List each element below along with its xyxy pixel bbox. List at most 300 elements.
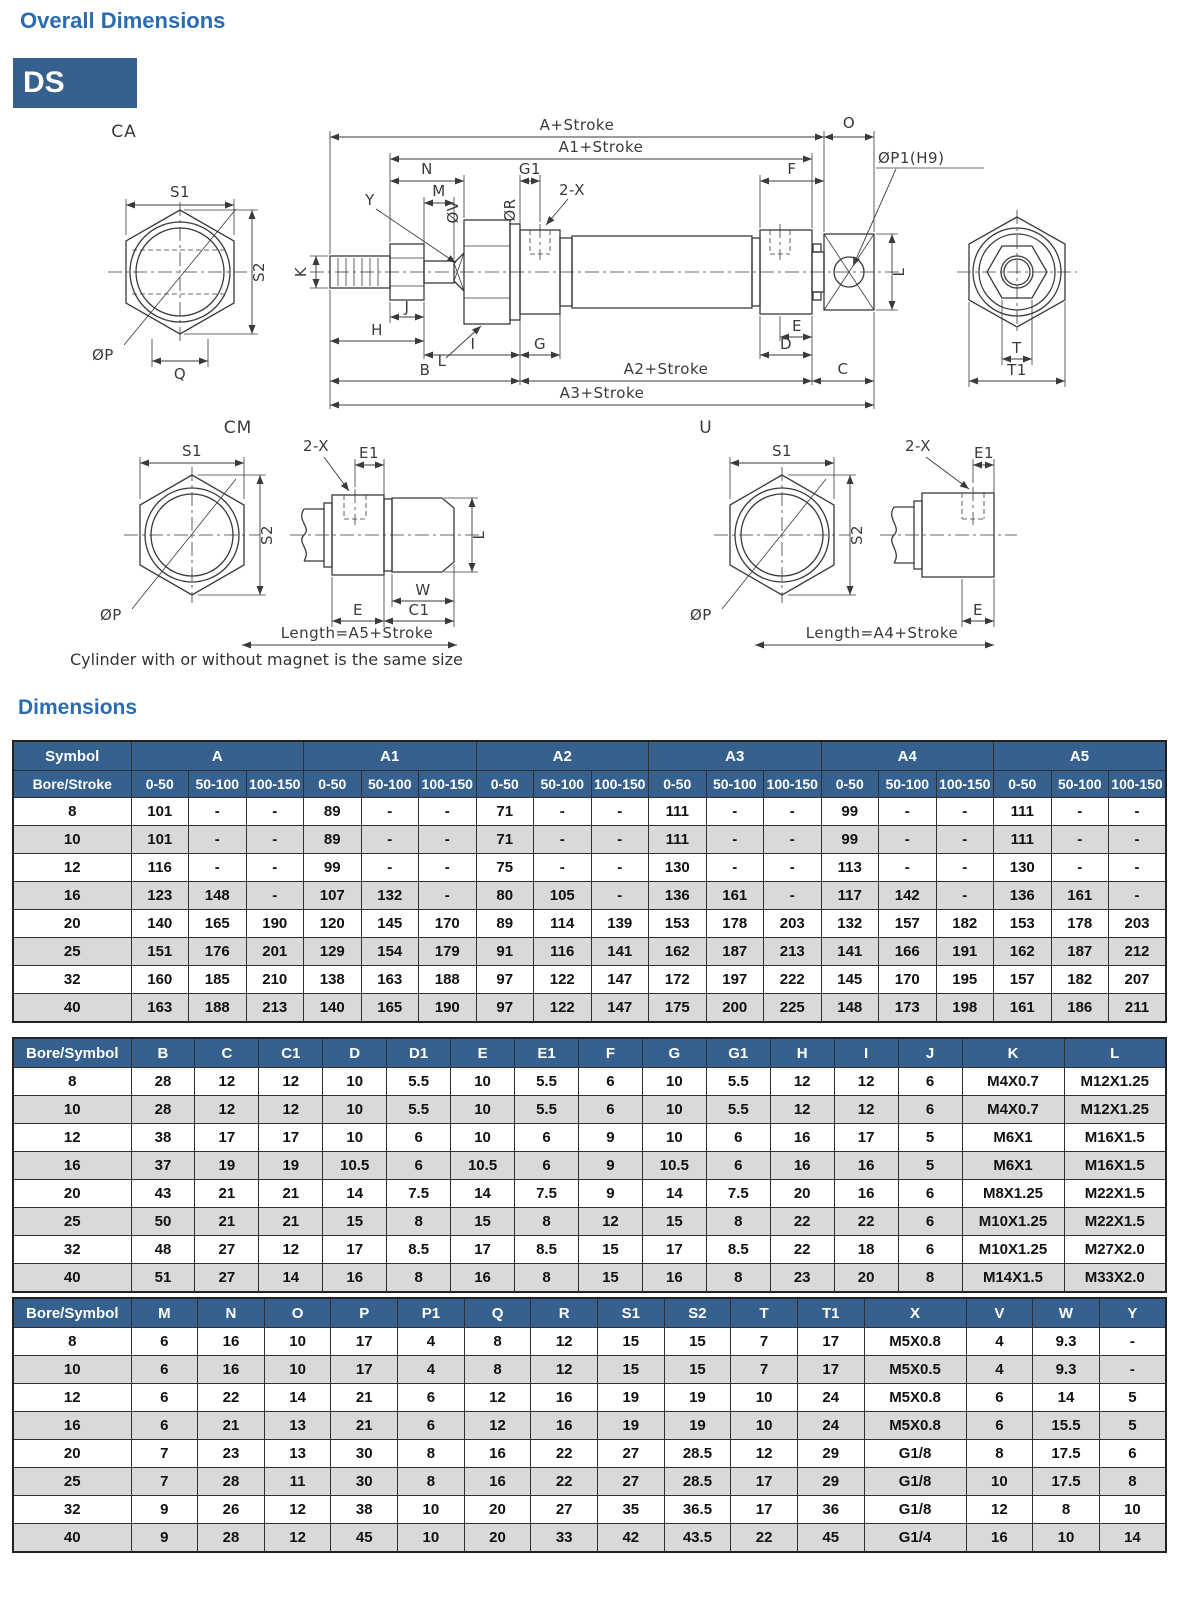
value-cell: 10 bbox=[966, 1468, 1033, 1496]
value-cell: 5 bbox=[1099, 1384, 1166, 1412]
value-cell: 203 bbox=[764, 910, 822, 938]
value-cell: - bbox=[246, 854, 304, 882]
value-cell: 10 bbox=[1033, 1524, 1100, 1553]
value-cell: 28 bbox=[131, 1068, 195, 1096]
value-cell: - bbox=[1099, 1356, 1166, 1384]
dim-label-b: B bbox=[419, 361, 431, 379]
value-cell: 15 bbox=[597, 1328, 664, 1356]
value-cell: 6 bbox=[131, 1328, 198, 1356]
value-cell: 36.5 bbox=[664, 1496, 731, 1524]
column-group-header: A3 bbox=[649, 741, 822, 771]
value-cell: 101 bbox=[131, 826, 189, 854]
value-cell: 9 bbox=[131, 1496, 198, 1524]
column-header: K bbox=[962, 1038, 1064, 1068]
value-cell: 42 bbox=[597, 1524, 664, 1553]
value-cell: 165 bbox=[189, 910, 247, 938]
bore-cell: 12 bbox=[13, 854, 131, 882]
value-cell: 21 bbox=[195, 1208, 259, 1236]
value-cell: 14 bbox=[259, 1264, 323, 1293]
dim-label-m: M bbox=[432, 182, 446, 200]
value-cell: 18 bbox=[834, 1236, 898, 1264]
value-cell: 6 bbox=[898, 1068, 962, 1096]
value-cell: 187 bbox=[1051, 938, 1109, 966]
stroke-range-header: 0-50 bbox=[821, 771, 879, 798]
dim-label-u-e: E bbox=[973, 601, 983, 619]
value-cell: 10 bbox=[323, 1124, 387, 1152]
value-cell: 17 bbox=[642, 1236, 706, 1264]
value-cell: 17 bbox=[797, 1328, 864, 1356]
drawing-line bbox=[926, 457, 969, 489]
value-cell: 7.5 bbox=[706, 1180, 770, 1208]
value-cell: M10X1.25 bbox=[962, 1236, 1064, 1264]
value-cell: M5X0.5 bbox=[864, 1356, 966, 1384]
value-cell: 16 bbox=[464, 1468, 531, 1496]
value-cell: 6 bbox=[578, 1068, 642, 1096]
value-cell: M4X0.7 bbox=[962, 1096, 1064, 1124]
value-cell: 132 bbox=[821, 910, 879, 938]
value-cell: 16 bbox=[834, 1180, 898, 1208]
table-row bbox=[13, 854, 1166, 882]
value-cell: - bbox=[706, 798, 764, 826]
drawing-line bbox=[722, 479, 826, 609]
dim-label-t1: T1 bbox=[1007, 361, 1027, 379]
value-cell: 21 bbox=[259, 1208, 323, 1236]
value-cell: - bbox=[764, 826, 822, 854]
column-header: R bbox=[531, 1298, 598, 1328]
value-cell: M10X1.25 bbox=[962, 1208, 1064, 1236]
ca-side-view bbox=[310, 220, 904, 324]
value-cell: 45 bbox=[331, 1524, 398, 1553]
value-cell: 97 bbox=[476, 966, 534, 994]
value-cell: 139 bbox=[591, 910, 649, 938]
value-cell: 6 bbox=[387, 1152, 451, 1180]
value-cell: 9 bbox=[578, 1152, 642, 1180]
table-row bbox=[13, 1412, 1166, 1440]
value-cell: 7.5 bbox=[515, 1180, 579, 1208]
view-label-cm: CM bbox=[223, 418, 253, 438]
value-cell: M16X1.5 bbox=[1064, 1124, 1166, 1152]
value-cell: 37 bbox=[131, 1152, 195, 1180]
value-cell: 17 bbox=[323, 1236, 387, 1264]
dim-label-f: F bbox=[787, 160, 797, 178]
column-header: J bbox=[898, 1038, 962, 1068]
value-cell: 114 bbox=[534, 910, 592, 938]
value-cell: 23 bbox=[770, 1264, 834, 1293]
value-cell: 138 bbox=[304, 966, 362, 994]
value-cell: 8 bbox=[387, 1264, 451, 1293]
bore-cell: 8 bbox=[13, 798, 131, 826]
value-cell: 80 bbox=[476, 882, 534, 910]
table-row bbox=[13, 1524, 1166, 1553]
column-header: Bore/Symbol bbox=[13, 1038, 131, 1068]
value-cell: 16 bbox=[451, 1264, 515, 1293]
value-cell: 203 bbox=[1109, 910, 1167, 938]
value-cell: 17 bbox=[195, 1124, 259, 1152]
view-label-ca: CA bbox=[111, 122, 137, 142]
column-group-header: A1 bbox=[304, 741, 477, 771]
value-cell: 116 bbox=[131, 854, 189, 882]
value-cell: 15 bbox=[664, 1356, 731, 1384]
value-cell: - bbox=[591, 882, 649, 910]
value-cell: 14 bbox=[1033, 1384, 1100, 1412]
value-cell: - bbox=[419, 854, 477, 882]
table-row bbox=[13, 1356, 1166, 1384]
stroke-range-header: 0-50 bbox=[476, 771, 534, 798]
column-group-header: A2 bbox=[476, 741, 649, 771]
corner-subheader: Bore/Stroke bbox=[13, 771, 131, 798]
value-cell: 12 bbox=[770, 1096, 834, 1124]
value-cell: 175 bbox=[649, 994, 707, 1023]
dim-label-a1-stroke: A1+Stroke bbox=[558, 138, 644, 156]
dim-label-h: H bbox=[371, 321, 383, 339]
value-cell: 10 bbox=[451, 1096, 515, 1124]
stroke-range-header: 50-100 bbox=[879, 771, 937, 798]
value-cell: M5X0.8 bbox=[864, 1412, 966, 1440]
dim-label-a3-stroke: A3+Stroke bbox=[559, 384, 645, 402]
page-title: Overall Dimensions bbox=[20, 8, 226, 33]
value-cell: 13 bbox=[264, 1440, 331, 1468]
value-cell: 130 bbox=[649, 854, 707, 882]
value-cell: 198 bbox=[936, 994, 994, 1023]
dim-label-j: J bbox=[404, 298, 410, 316]
table-row bbox=[13, 1496, 1166, 1524]
value-cell: 75 bbox=[476, 854, 534, 882]
value-cell: 101 bbox=[131, 798, 189, 826]
value-cell: 12 bbox=[195, 1068, 259, 1096]
value-cell: 10 bbox=[642, 1068, 706, 1096]
value-cell: 22 bbox=[770, 1208, 834, 1236]
value-cell: 151 bbox=[131, 938, 189, 966]
column-header: Bore/Symbol bbox=[13, 1298, 131, 1328]
value-cell: 15 bbox=[597, 1356, 664, 1384]
value-cell: 8.5 bbox=[387, 1236, 451, 1264]
value-cell: - bbox=[246, 882, 304, 910]
dim-label-l-front: L bbox=[437, 352, 447, 370]
value-cell: - bbox=[1109, 854, 1167, 882]
dim-label-s2: S2 bbox=[250, 261, 268, 283]
column-header: V bbox=[966, 1298, 1033, 1328]
value-cell: 12 bbox=[259, 1096, 323, 1124]
value-cell: 12 bbox=[464, 1412, 531, 1440]
value-cell: 213 bbox=[246, 994, 304, 1023]
value-cell: 4 bbox=[966, 1328, 1033, 1356]
dim-label-or: ØR bbox=[501, 198, 519, 222]
value-cell: 107 bbox=[304, 882, 362, 910]
value-cell: G1/8 bbox=[864, 1496, 966, 1524]
dim-label-u-2x: 2-X bbox=[905, 437, 931, 455]
value-cell: 29 bbox=[797, 1440, 864, 1468]
table-row bbox=[13, 1468, 1166, 1496]
bore-cell: 40 bbox=[13, 1264, 131, 1293]
stroke-range-header: 0-50 bbox=[994, 771, 1052, 798]
column-header: S2 bbox=[664, 1298, 731, 1328]
value-cell: 9 bbox=[131, 1524, 198, 1553]
value-cell: 8 bbox=[464, 1356, 531, 1384]
value-cell: 20 bbox=[464, 1496, 531, 1524]
value-cell: 36 bbox=[797, 1496, 864, 1524]
value-cell: 4 bbox=[398, 1328, 465, 1356]
value-cell: 8 bbox=[515, 1208, 579, 1236]
dim-label-op: ØP bbox=[92, 346, 114, 364]
value-cell: 14 bbox=[1099, 1524, 1166, 1553]
value-cell: 22 bbox=[834, 1208, 898, 1236]
table-row bbox=[13, 1208, 1166, 1236]
dimensions-table-m-y bbox=[12, 1297, 1167, 1553]
value-cell: 111 bbox=[649, 826, 707, 854]
value-cell: M16X1.5 bbox=[1064, 1152, 1166, 1180]
value-cell: 191 bbox=[936, 938, 994, 966]
value-cell: 222 bbox=[764, 966, 822, 994]
value-cell: 201 bbox=[246, 938, 304, 966]
value-cell: 22 bbox=[731, 1524, 798, 1553]
value-cell: 19 bbox=[597, 1412, 664, 1440]
value-cell: 5 bbox=[1099, 1412, 1166, 1440]
drawing-ca-band bbox=[12, 115, 1167, 415]
value-cell: 197 bbox=[706, 966, 764, 994]
dimensions-table-a-a5 bbox=[12, 740, 1167, 1023]
stroke-range-header: 100-150 bbox=[936, 771, 994, 798]
dimension-table bbox=[12, 740, 1167, 1023]
value-cell: 99 bbox=[821, 798, 879, 826]
dim-label-u-s2: S2 bbox=[848, 524, 866, 546]
bore-cell: 40 bbox=[13, 994, 131, 1023]
value-cell: 17 bbox=[731, 1496, 798, 1524]
value-cell: 97 bbox=[476, 994, 534, 1023]
value-cell: 6 bbox=[706, 1152, 770, 1180]
value-cell: 19 bbox=[597, 1384, 664, 1412]
table-row bbox=[13, 994, 1166, 1023]
value-cell: - bbox=[534, 854, 592, 882]
value-cell: 141 bbox=[821, 938, 879, 966]
value-cell: 195 bbox=[936, 966, 994, 994]
column-header: G1 bbox=[706, 1038, 770, 1068]
value-cell: 6 bbox=[898, 1236, 962, 1264]
bore-cell: 10 bbox=[13, 826, 131, 854]
value-cell: - bbox=[361, 798, 419, 826]
column-header: N bbox=[198, 1298, 265, 1328]
drawing-line bbox=[132, 479, 236, 609]
stroke-range-header: 50-100 bbox=[1051, 771, 1109, 798]
value-cell: 8 bbox=[1099, 1468, 1166, 1496]
stroke-range-header: 50-100 bbox=[706, 771, 764, 798]
value-cell: 16 bbox=[770, 1152, 834, 1180]
value-cell: 7 bbox=[731, 1356, 798, 1384]
value-cell: 20 bbox=[770, 1180, 834, 1208]
value-cell: 5.5 bbox=[706, 1096, 770, 1124]
value-cell: 210 bbox=[246, 966, 304, 994]
value-cell: - bbox=[764, 798, 822, 826]
drawing-line bbox=[813, 244, 821, 252]
column-header: M bbox=[131, 1298, 198, 1328]
value-cell: - bbox=[1109, 798, 1167, 826]
value-cell: 22 bbox=[531, 1468, 598, 1496]
value-cell: - bbox=[419, 798, 477, 826]
value-cell: 10 bbox=[642, 1096, 706, 1124]
stroke-range-header: 0-50 bbox=[649, 771, 707, 798]
value-cell: 8 bbox=[706, 1208, 770, 1236]
value-cell: 5 bbox=[898, 1124, 962, 1152]
value-cell: 14 bbox=[264, 1384, 331, 1412]
value-cell: 9.3 bbox=[1033, 1356, 1100, 1384]
stroke-range-header: 100-150 bbox=[246, 771, 304, 798]
value-cell: 5.5 bbox=[706, 1068, 770, 1096]
value-cell: 89 bbox=[476, 910, 534, 938]
value-cell: 17 bbox=[731, 1468, 798, 1496]
dim-label-cm-s2: S2 bbox=[258, 524, 276, 546]
value-cell: 6 bbox=[398, 1412, 465, 1440]
value-cell: 145 bbox=[821, 966, 879, 994]
table-row bbox=[13, 910, 1166, 938]
dim-label-l-rear: L bbox=[890, 267, 908, 277]
value-cell: M12X1.25 bbox=[1064, 1096, 1166, 1124]
bore-cell: 32 bbox=[13, 966, 131, 994]
value-cell: M6X1 bbox=[962, 1124, 1064, 1152]
dim-label-d: D bbox=[779, 335, 793, 353]
column-header: S1 bbox=[597, 1298, 664, 1328]
value-cell: 145 bbox=[361, 910, 419, 938]
stroke-range-header: 100-150 bbox=[591, 771, 649, 798]
value-cell: G1/8 bbox=[864, 1468, 966, 1496]
value-cell: 161 bbox=[994, 994, 1052, 1023]
value-cell: - bbox=[1109, 882, 1167, 910]
value-cell: M5X0.8 bbox=[864, 1384, 966, 1412]
bore-cell: 25 bbox=[13, 1468, 131, 1496]
value-cell: 12 bbox=[531, 1356, 598, 1384]
value-cell: 5.5 bbox=[387, 1096, 451, 1124]
bore-cell: 20 bbox=[13, 910, 131, 938]
column-group-header: A4 bbox=[821, 741, 994, 771]
value-cell: 225 bbox=[764, 994, 822, 1023]
value-cell: 178 bbox=[1051, 910, 1109, 938]
value-cell: 12 bbox=[264, 1524, 331, 1553]
bore-cell: 32 bbox=[13, 1496, 131, 1524]
value-cell: 16 bbox=[464, 1440, 531, 1468]
ca-end-view bbox=[92, 183, 268, 383]
value-cell: 166 bbox=[879, 938, 937, 966]
dim-label-g1: G1 bbox=[518, 160, 542, 178]
value-cell: 8 bbox=[966, 1440, 1033, 1468]
value-cell: 30 bbox=[331, 1468, 398, 1496]
value-cell: 132 bbox=[361, 882, 419, 910]
table-row bbox=[13, 1068, 1166, 1096]
value-cell: 15 bbox=[664, 1328, 731, 1356]
value-cell: 10 bbox=[264, 1356, 331, 1384]
value-cell: 111 bbox=[994, 826, 1052, 854]
value-cell: 170 bbox=[879, 966, 937, 994]
value-cell: G1/8 bbox=[864, 1440, 966, 1468]
value-cell: M12X1.25 bbox=[1064, 1068, 1166, 1096]
dim-label-k: K bbox=[292, 266, 310, 278]
value-cell: - bbox=[591, 854, 649, 882]
value-cell: - bbox=[936, 826, 994, 854]
dim-label-u-s1: S1 bbox=[771, 442, 793, 460]
value-cell: 161 bbox=[1051, 882, 1109, 910]
value-cell: 15.5 bbox=[1033, 1412, 1100, 1440]
value-cell: 10 bbox=[731, 1412, 798, 1440]
column-header: G bbox=[642, 1038, 706, 1068]
column-group-header: A bbox=[131, 741, 304, 771]
value-cell: 28 bbox=[198, 1524, 265, 1553]
value-cell: 12 bbox=[195, 1096, 259, 1124]
value-cell: 8 bbox=[398, 1440, 465, 1468]
value-cell: 12 bbox=[264, 1496, 331, 1524]
value-cell: 190 bbox=[419, 994, 477, 1023]
value-cell: 12 bbox=[531, 1328, 598, 1356]
value-cell: 6 bbox=[398, 1384, 465, 1412]
value-cell: - bbox=[1051, 854, 1109, 882]
column-header: W bbox=[1033, 1298, 1100, 1328]
value-cell: 10 bbox=[451, 1068, 515, 1096]
value-cell: M14X1.5 bbox=[962, 1264, 1064, 1293]
value-cell: 22 bbox=[770, 1236, 834, 1264]
value-cell: 27 bbox=[195, 1236, 259, 1264]
bore-cell: 25 bbox=[13, 938, 131, 966]
value-cell: 178 bbox=[706, 910, 764, 938]
value-cell: 157 bbox=[994, 966, 1052, 994]
dimension-table bbox=[12, 1037, 1167, 1293]
value-cell: 33 bbox=[531, 1524, 598, 1553]
value-cell: 161 bbox=[706, 882, 764, 910]
value-cell: - bbox=[419, 826, 477, 854]
value-cell: 16 bbox=[966, 1524, 1033, 1553]
value-cell: 12 bbox=[731, 1440, 798, 1468]
value-cell: 165 bbox=[361, 994, 419, 1023]
dim-label-cm-c1: C1 bbox=[408, 601, 430, 619]
column-header: I bbox=[834, 1038, 898, 1068]
value-cell: 5 bbox=[898, 1152, 962, 1180]
value-cell: 8 bbox=[387, 1208, 451, 1236]
value-cell: 162 bbox=[649, 938, 707, 966]
value-cell: 15 bbox=[578, 1236, 642, 1264]
dim-label-c: C bbox=[837, 360, 849, 378]
value-cell: 21 bbox=[331, 1384, 398, 1412]
bore-cell: 32 bbox=[13, 1236, 131, 1264]
value-cell: - bbox=[534, 798, 592, 826]
value-cell: 182 bbox=[936, 910, 994, 938]
ca-side-dimensions bbox=[292, 115, 984, 409]
value-cell: 5.5 bbox=[515, 1068, 579, 1096]
value-cell: 207 bbox=[1109, 966, 1167, 994]
table-row bbox=[13, 882, 1166, 910]
value-cell: 213 bbox=[764, 938, 822, 966]
value-cell: 116 bbox=[534, 938, 592, 966]
value-cell: 140 bbox=[304, 994, 362, 1023]
value-cell: 10.5 bbox=[642, 1152, 706, 1180]
column-header: T bbox=[731, 1298, 798, 1328]
stroke-range-header: 50-100 bbox=[189, 771, 247, 798]
bore-cell: 16 bbox=[13, 882, 131, 910]
value-cell: - bbox=[936, 882, 994, 910]
value-cell: 23 bbox=[198, 1440, 265, 1468]
value-cell: 157 bbox=[879, 910, 937, 938]
value-cell: 5.5 bbox=[387, 1068, 451, 1096]
value-cell: 7 bbox=[131, 1440, 198, 1468]
bore-cell: 20 bbox=[13, 1440, 131, 1468]
column-header: E1 bbox=[515, 1038, 579, 1068]
value-cell: 99 bbox=[304, 854, 362, 882]
value-cell: 211 bbox=[1109, 994, 1167, 1023]
value-cell: 71 bbox=[476, 798, 534, 826]
value-cell: 15 bbox=[578, 1264, 642, 1293]
value-cell: 12 bbox=[834, 1068, 898, 1096]
value-cell: 6 bbox=[966, 1384, 1033, 1412]
column-header: B bbox=[131, 1038, 195, 1068]
value-cell: 17.5 bbox=[1033, 1468, 1100, 1496]
value-cell: - bbox=[1051, 798, 1109, 826]
bore-cell: 12 bbox=[13, 1384, 131, 1412]
value-cell: 38 bbox=[131, 1124, 195, 1152]
value-cell: 6 bbox=[578, 1096, 642, 1124]
